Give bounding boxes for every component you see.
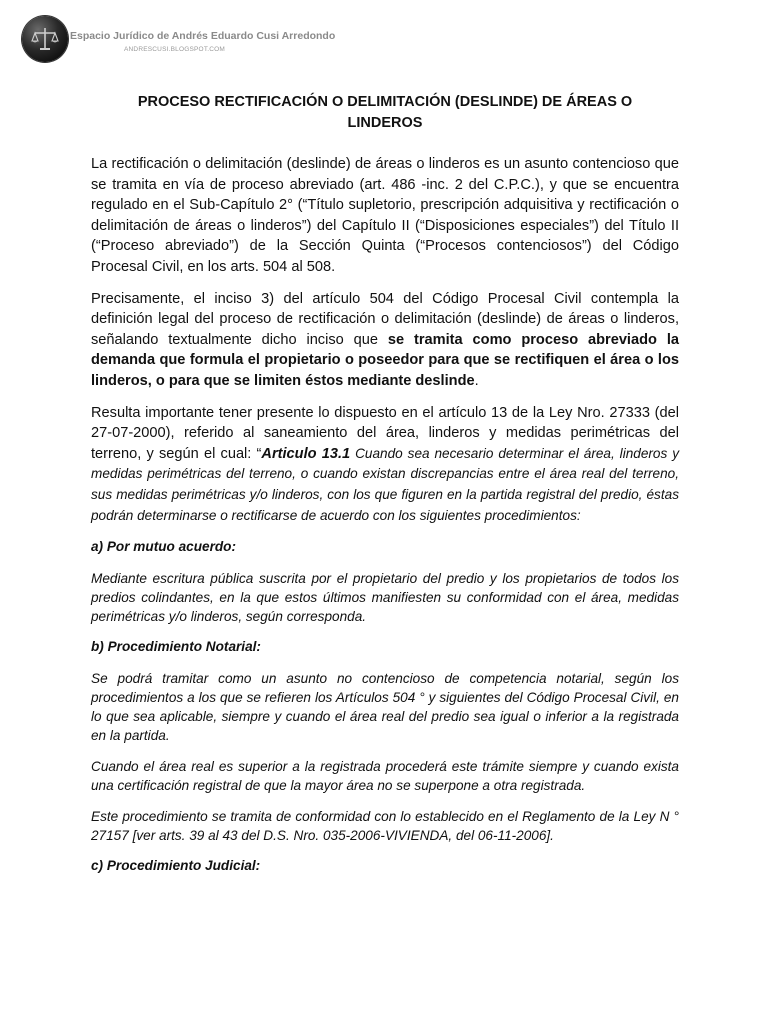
paragraph-notarial-1: Se podrá tramitar como un asunto no contencioso de competencia notarial, según los procedimientos a los que se refieren los Artículos 504 ° y siguientes del Código Procesal Civil, en lo que sea aplicable, siempre y cuando el área real del predio sea igual o inferior a la registrada en la partida. xyxy=(91,671,679,744)
site-url: ANDRESCUSI.BLOGSPOT.COM xyxy=(124,46,226,53)
paragraph-notarial-3: Este procedimiento se tramita de conformidad con lo establecido en el Reglamento de la Ley N ° 27157 [ver arts. 39 al 43 del D.S. Nro. 035-2006-VIVIENDA, del 06-11-2006]. xyxy=(91,809,679,844)
document-body xyxy=(91,92,679,888)
paragraph-inciso-bold: se tramita como proceso abreviado la demanda que formula el propietario o poseedor para que se rectifiquen el área o los linderos, o para que se limiten éstos mediante deslinde xyxy=(91,331,679,389)
article-quote: Cuando sea necesario determinar el área, linderos y medidas perimétricas del terreno, o cuando existan discrepancias entre el área real del terreno, sus medidas perimétricas y/o linderos, con los que figuren en la partida registral del predio, éstas podrán determinarse o rectificarse de acuerdo con los siguientes procedimientos: xyxy=(91,445,680,523)
site-title: Espacio Jurídico de Andrés Eduardo Cusi Arredondo xyxy=(70,30,336,42)
paragraph-ley-intro: Resulta importante tener presente lo dispuesto en el artículo 13 de la Ley Nro. 27333 (del 27-07-2000), referido al saneamiento del área, linderos y medidas perimétricas del terreno, y según el cual: “ xyxy=(91,404,679,462)
paragraph-inciso-end: . xyxy=(474,372,479,389)
paragraph-inciso xyxy=(91,289,679,392)
document-title: PROCESO RECTIFICACIÓN O DELIMITACIÓN (DESLINDE) DE ÁREAS O LINDEROS xyxy=(137,94,633,131)
scales-of-justice-icon xyxy=(22,16,68,62)
heading-mutuo-acuerdo: a) Por mutuo acuerdo: xyxy=(91,539,237,555)
paragraph-mutuo-acuerdo: Mediante escritura pública suscrita por el propietario del predio y los propietarios de todos los predios colindantes, en la que estos últimos manifiesten su conformidad con el área, medidas perimétricas y/o linderos, según corresponda. xyxy=(91,571,679,625)
heading-notarial: b) Procedimiento Notarial: xyxy=(91,639,261,655)
paragraph-intro: La rectificación o delimitación (deslinde) de áreas o linderos es un asunto contencioso que se tramita en vía de proceso abreviado (art. 486 -inc. 2 del C.P.C.), y que se encuentra regulado en el Sub-Capítulo 2° (“Título supletorio, prescripción adquisitiva y rectificación o delimitación de áreas o linderos”) del Capítulo II (“Disposiciones especiales”) del Título II (“Proceso abreviado”) de la Sección Quinta (“Procesos contenciosos”) del Código Procesal Civil, en los arts. 504 al 508. xyxy=(91,156,679,275)
paragraph-notarial-2: Cuando el área real es superior a la registrada procederá este trámite siempre y cuando exista una certificación registral de que la mayor área no se superpone a otra registrada. xyxy=(91,759,679,794)
paragraph-ley xyxy=(91,403,679,527)
site-header xyxy=(22,16,422,66)
paragraph-inciso-intro: Precisamente, el inciso 3) del artículo 504 del Código Procesal Civil contempla la definición legal del proceso de rectificación o delimitación (deslinde) de áreas o linderos, señalando textualmente dicho inciso que xyxy=(91,290,679,348)
heading-judicial: c) Procedimiento Judicial: xyxy=(91,858,261,874)
article-reference: Articulo 13.1 xyxy=(261,445,351,462)
